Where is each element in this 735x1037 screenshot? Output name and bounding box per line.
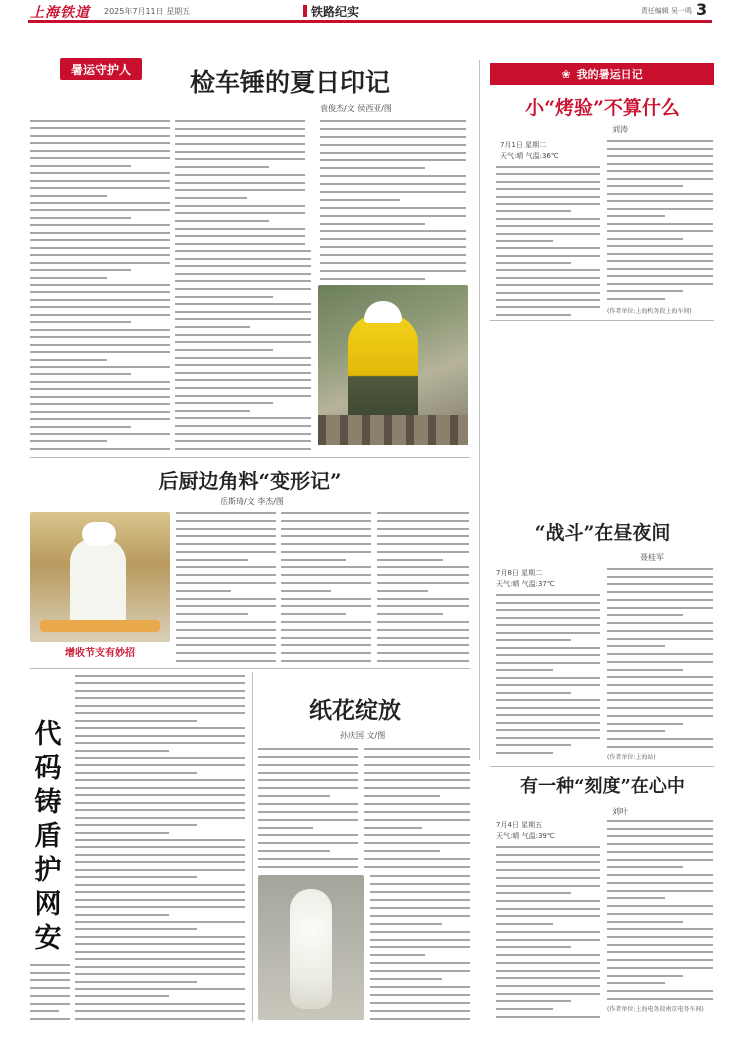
article-vertical-divider	[252, 672, 253, 1022]
page-number: 3	[696, 0, 708, 19]
diary1-title: 小“烤验”不算什么	[525, 97, 680, 119]
diary2-author: 聂桂军	[640, 553, 664, 562]
article2-body-col2	[281, 512, 371, 662]
header-rule	[28, 20, 712, 23]
diary2-body-left	[496, 594, 600, 754]
article1-body-col2	[175, 120, 305, 245]
article1-body-col2b	[175, 250, 311, 450]
article4-photo	[258, 875, 364, 1020]
diary3-title: 有一种“刻度”在心中	[520, 776, 685, 797]
diary3-dateline: 7月4日 星期五 天气:晴 气温:39℃	[496, 821, 555, 840]
diary1-source: (作者单位:上海机务段上海车间)	[607, 308, 692, 315]
article4-title: 纸花绽放	[309, 697, 401, 724]
article2-title: 后厨边角料“变形记”	[158, 469, 342, 493]
chef-hat	[82, 522, 116, 546]
logo-text: 上海铁道	[30, 5, 90, 20]
food-tray	[40, 620, 160, 632]
article2-photo	[30, 512, 170, 642]
article1-byline: 袁俊杰/文 侯西亚/图	[320, 104, 392, 113]
divider-1	[30, 457, 470, 458]
section-marker-icon	[303, 5, 307, 17]
diary1-body-right	[607, 140, 713, 300]
rail-track	[318, 415, 468, 445]
article4-body-col2	[364, 748, 470, 868]
chef-figure	[70, 538, 126, 628]
article1-photo	[318, 285, 468, 445]
article1-body-col1	[30, 120, 170, 450]
article2-caption: 增收节支有妙招	[65, 648, 135, 659]
masthead-logo	[30, 2, 100, 20]
article3-body-col0	[30, 964, 70, 1020]
diary3-author: 刘叶	[612, 807, 628, 816]
diary1-dateline: 7月1日 星期二 天气:晴 气温:36℃	[500, 141, 559, 160]
column-tag: 暑运守护人	[60, 58, 142, 80]
diary3-source: (作者单位:上海电务段南京电务车间)	[607, 1006, 704, 1013]
worker-helmet	[364, 301, 402, 323]
diary2-title: “战斗”在昼夜间	[534, 522, 671, 544]
header-editor: 责任编辑 吴一鸣	[640, 7, 692, 15]
worker-figure	[348, 315, 418, 425]
article2-body-col3	[377, 512, 469, 662]
article3-body-col1	[75, 675, 245, 1020]
diary1-body-left	[496, 166, 600, 316]
divider-sidebar-1	[490, 320, 714, 321]
article3-title: 代 码 铸 盾 护 网 安	[34, 719, 62, 954]
diary1-author: 刘涛	[612, 125, 628, 134]
diary2-dateline: 7月8日 星期二 天气:晴 气温:37℃	[496, 569, 555, 588]
divider-2	[30, 668, 470, 669]
divider-sidebar-2	[490, 766, 714, 767]
sidebar-header: ❀ 我的暑运日记	[490, 63, 714, 85]
diary3-body-left	[496, 846, 600, 1018]
header-date: 2025年7月11日 星期五	[104, 7, 191, 16]
article4-body-col1	[258, 748, 358, 868]
article1-body-col3	[320, 120, 466, 280]
paper-flower-vase	[290, 889, 332, 1009]
diary3-body-right	[607, 820, 713, 1000]
article1-title: 检车锤的夏日印记	[189, 68, 390, 97]
diary2-source: (作者单位:上海站)	[607, 754, 656, 761]
article4-byline: 孙庆国 文/图	[340, 731, 386, 740]
article2-byline: 岳斯琦/文 李杰/图	[220, 497, 284, 506]
article2-body-col1	[176, 512, 276, 662]
article4-body-col3	[370, 875, 470, 1020]
header-section: 铁路纪实	[303, 3, 443, 19]
diary2-body-right	[607, 568, 713, 748]
flower-icon: ❀	[561, 67, 571, 81]
sidebar-vertical-divider	[479, 60, 480, 760]
